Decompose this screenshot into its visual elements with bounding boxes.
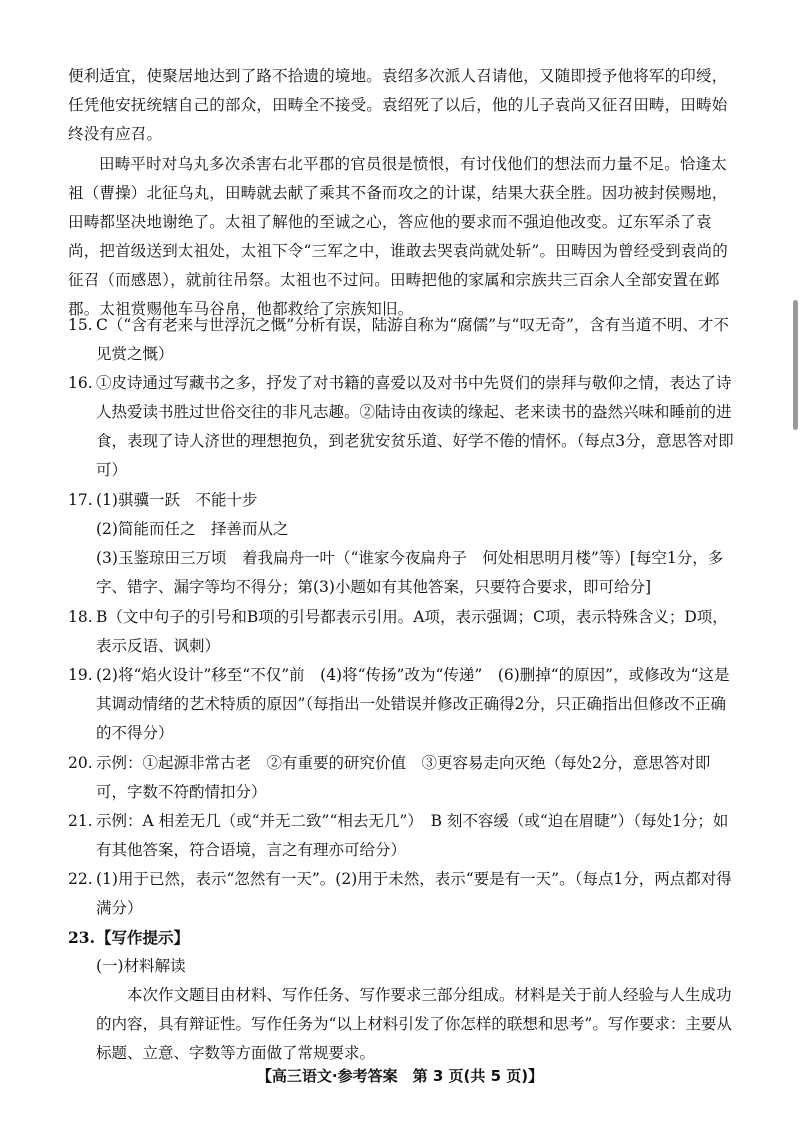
answer-item-22 xyxy=(68,865,740,923)
answer-item-17-3 xyxy=(68,544,740,602)
answer-item-16 xyxy=(68,369,740,485)
item-number: 19. xyxy=(68,666,93,684)
item-text: ①皮诗通过写藏书之多，抒发了对书籍的喜爱以及对书中先贤们的崇拜与敬仰之情，表达了诗人热爱读书胜过世俗交往的非凡志趣。②陆诗由夜读的缘起、老来读书的盎然兴味和睡前的进食，表现了诗人济世的理想抱负，到老犹安贫乐道、好学不倦的情怀。（每点3分，意思答对即可） xyxy=(96,374,734,479)
item-text: 示例：①起源非常古老 ②有重要的研究价值 ③更容易走向灭绝（每处2分，意思答对即可，字数不符酌情扣分） xyxy=(96,754,711,801)
answer-item-17 xyxy=(68,486,740,515)
answer-item-21 xyxy=(68,807,740,865)
item-number: 15. xyxy=(68,316,93,334)
item-text: (1)骐骥一跃 不能十步 xyxy=(96,491,258,509)
item-number: 22. xyxy=(68,870,93,888)
answer-item-19 xyxy=(68,661,740,748)
item-text: 示例：A 相差无几（或“并无二致”“相去无几”） B 刻不容缓（或“迫在眉睫”）（每处1分；如有其他答案，符合语境，言之有理亦可给分） xyxy=(96,812,729,859)
translation-paragraph-2: 田畴平时对乌丸多次杀害右北平郡的官员很是愤恨，有讨伐他们的想法而力量不足。恰逢太祖（曹操）北征乌丸，田畴就去献了乘其不备而攻之的计谋，结果大获全胜。因功被封侯赐地，田畴都坚决地谢绝了。太祖了解他的至诚之心，答应他的要求而不强迫他改变。辽东军杀了袁尚，把首级送到太祖处，太祖下令“三军之中，谁敢去哭袁尚就处斩”。田畴因为曾经受到袁尚的征召（而感恩），就前往吊祭。太祖也不过问。田畴把他的家属和宗族共三百余人全部安置在邺郡。太祖赏赐他车马谷帛，他都救给了宗族知旧。 xyxy=(68,155,728,318)
page-footer: 【高三语文·参考答案 第 3 页(共 5 页)】 xyxy=(256,1067,544,1085)
answer-item-20 xyxy=(68,749,740,807)
writing-sub-heading: (一)材料解读 xyxy=(96,957,186,975)
translation-paragraph-1: 便利适宜，使聚居地达到了路不拾遗的境地。袁绍多次派人召请他，又随即授予他将军的印绶，任凭他安抚统辖自己的部众，田畴全不接受。袁绍死了以后，他的儿子袁尚又征召田畴，田畴始终没有应召。 xyxy=(68,67,728,143)
item-number: 16. xyxy=(68,374,93,392)
item-number: 20. xyxy=(68,754,93,772)
item-number: 18. xyxy=(68,608,93,626)
item-number: 21. xyxy=(68,812,93,830)
answer-item-15 xyxy=(68,311,740,369)
answer-item-23 xyxy=(68,923,740,952)
item-text: B（文中句子的引号和B项的引号都表示引用。A项，表示强调；C项，表示特殊含义；D项，表示反语、讽刺） xyxy=(96,608,728,655)
answer-item-17-2 xyxy=(68,515,740,544)
writing-material-analysis: 本次作文题目由材料、写作任务、写作要求三部分组成。材料是关于前人经验与人生成功的内容，具有辩证性。写作任务为“以上材料引发了你怎样的联想和思考”。写作要求：主要从标题、立意、字数等方面做了常规要求。 xyxy=(96,986,732,1062)
item-text: (2)将“焰火设计”移至“不仅”前 (4)将“传扬”改为“传递” (6)删掉“的原因”，或修改为“这是其调动情绪的艺术特质的原因”（每指出一处错误并修改正确得2分，只正确指出但修改不正确的不得分） xyxy=(96,666,730,742)
item-number: 17. xyxy=(68,491,93,509)
item-text: (2)简能而任之 择善而从之 xyxy=(96,520,289,538)
item-text: C（“含有老来与世浮沉之慨”分析有误，陆游自称为“腐儒”与“叹无奇”，含有当道不明、才不见赏之慨） xyxy=(96,316,729,363)
answer-item-18 xyxy=(68,603,740,661)
writing-hint-heading: 【写作提示】 xyxy=(96,928,190,947)
item-number: 23. xyxy=(68,928,95,947)
item-text: (3)玉鉴琼田三万顷 着我扁舟一叶（“谁家今夜扁舟子 何处相思明月楼”等）[每空1分，多字、错字、漏字等均不得分；第(3)小题如有其他答案，只要符合要求，即可给分] xyxy=(96,549,724,596)
item-text: (1)用于已然，表示“忽然有一天”。(2)用于未然，表示“要是有一天”。（每点1分，两点都对得满分） xyxy=(96,870,732,917)
scrollbar-thumb[interactable] xyxy=(793,300,798,430)
